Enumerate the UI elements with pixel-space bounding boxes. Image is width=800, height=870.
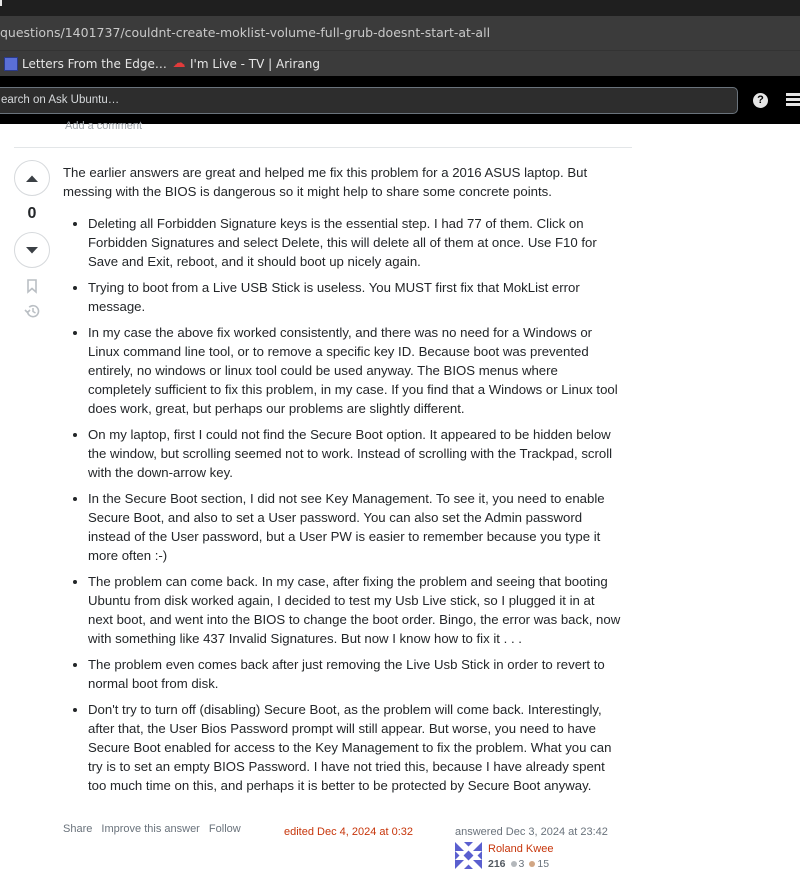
list-item: • Trying to boot from a Live USB Stick is useless. You MUST first fix that MokList error message. (88, 278, 623, 316)
silver-badge-icon (511, 861, 517, 867)
vote-count: 0 (27, 205, 37, 222)
add-comment-link[interactable]: Add a comment (65, 120, 143, 132)
answer-divider (14, 147, 632, 148)
search-placeholder: earch on Ask Ubuntu… (1, 94, 120, 106)
arirang-favicon-icon: ☁ (172, 56, 186, 71)
answer-intro: The earlier answers are great and helped me fix this problem for a 2016 ASUS laptop. But messing with the BIOS is dangerous so it might help to share some concrete points. (63, 165, 588, 199)
arrow-up-icon (25, 174, 39, 183)
list-item: • In the Secure Boot section, I did not see Key Management. To see it, you need to enable Secure Boot, and also to set a User password. You can also set the Admin password instead of the User password, but a User PW is easier to remember because you type it more often :-) (88, 489, 623, 565)
site-switcher-icon[interactable] (786, 93, 800, 107)
user-reputation (488, 858, 549, 870)
list-item: • The problem even comes back after just removing the Live Usb Stick in order to revert to normal boot from disk. (88, 655, 623, 693)
bookmark-arirang[interactable] (172, 56, 320, 72)
bookmark-icon[interactable] (25, 278, 39, 294)
url-text[interactable]: questions/1401737/couldnt-create-moklist-volume-full-grub-doesnt-start-at-all (0, 25, 491, 40)
bookmark-label: Letters From the Edge… (22, 57, 167, 71)
answered-timestamp: answered Dec 3, 2024 at 23:42 (455, 826, 608, 838)
reputation-score: 216 (488, 858, 506, 870)
window-control-marker (0, 0, 2, 6)
bronze-badge-count: 15 (537, 858, 550, 870)
search-input[interactable] (0, 87, 738, 114)
list-item: • On my laptop, first I could not find the Secure Boot option. It appeared to be hidden below the window, but scrolling seemed not to work. Instead of scrolling with the Trackpad, scroll with the down-arrow key. (88, 425, 623, 482)
bookmark-letters-from-the-edge[interactable] (4, 56, 167, 72)
user-name-link[interactable]: Roland Kwee (488, 843, 554, 855)
list-item: • In my case the above fix worked consistently, and there was no need for a Windows or Linux command line tool, or to remove a specific key ID. Because boot was prevented entirely, no windows or linux tool could be used anyway. The BIOS menus where completely sufficient to fix this problem, in my case. If you find that a Windows or Linux tool does work, great, but perhaps our problems are slightly different. (88, 323, 623, 418)
list-item: • The problem can come back. In my case, after fixing the problem and seeing that booting Ubuntu from disk worked again, I decided to test my Usb Live stick, so I plugged it in at next boot, and went into the BIOS to change the boot order. Bingo, the error was back, now with something like 437 Invalid Signatures. But now I know how to fix it . . . (88, 572, 623, 648)
share-link[interactable]: Share (63, 823, 93, 835)
downvote-button[interactable] (14, 232, 50, 268)
arrow-down-icon (25, 246, 39, 255)
bronze-badge-icon (529, 861, 535, 867)
history-icon[interactable] (23, 303, 41, 319)
help-icon[interactable]: ? (753, 93, 768, 108)
grid-favicon-icon (4, 57, 18, 71)
site-header (0, 76, 800, 124)
improve-answer-link[interactable]: Improve this answer (101, 823, 200, 835)
follow-link[interactable]: Follow (208, 823, 241, 835)
post-aux-buttons (14, 278, 50, 319)
answer-list (88, 214, 623, 795)
silver-badge-count: 3 (518, 858, 525, 870)
vote-cell (14, 160, 50, 319)
window-top-strip (0, 0, 800, 16)
user-avatar[interactable] (455, 842, 482, 869)
post-menu (63, 823, 247, 835)
bookmark-label: I'm Live - TV | Arirang (190, 57, 321, 71)
edited-timestamp-link[interactable]: edited Dec 4, 2024 at 0:32 (284, 826, 414, 838)
list-item: • Deleting all Forbidden Signature keys is the essential step. I had 77 of them. Click on Forbidden Signatures and select Delete, this will delete all of them at once. Use F10 for Save and Exit, reboot, and it should boot up nicely again. (88, 214, 623, 271)
address-bar[interactable] (0, 16, 800, 50)
list-item: • Don't try to turn off (disabling) Secure Boot, as the problem will come back. Interestingly, after that, the User Bios Password prompt will still appear. But worse, you need to have Secure Boot enabled for access to the Key Management to fix the problem. What you can try is to set an empty BIOS Password. I have not tried this, because I have already spent too much time on this, and perhaps it is better to be protected by Secure Boot anyway. (88, 700, 623, 795)
answer-body (63, 163, 623, 802)
bookmarks-bar (0, 50, 800, 76)
upvote-button[interactable] (14, 160, 50, 196)
